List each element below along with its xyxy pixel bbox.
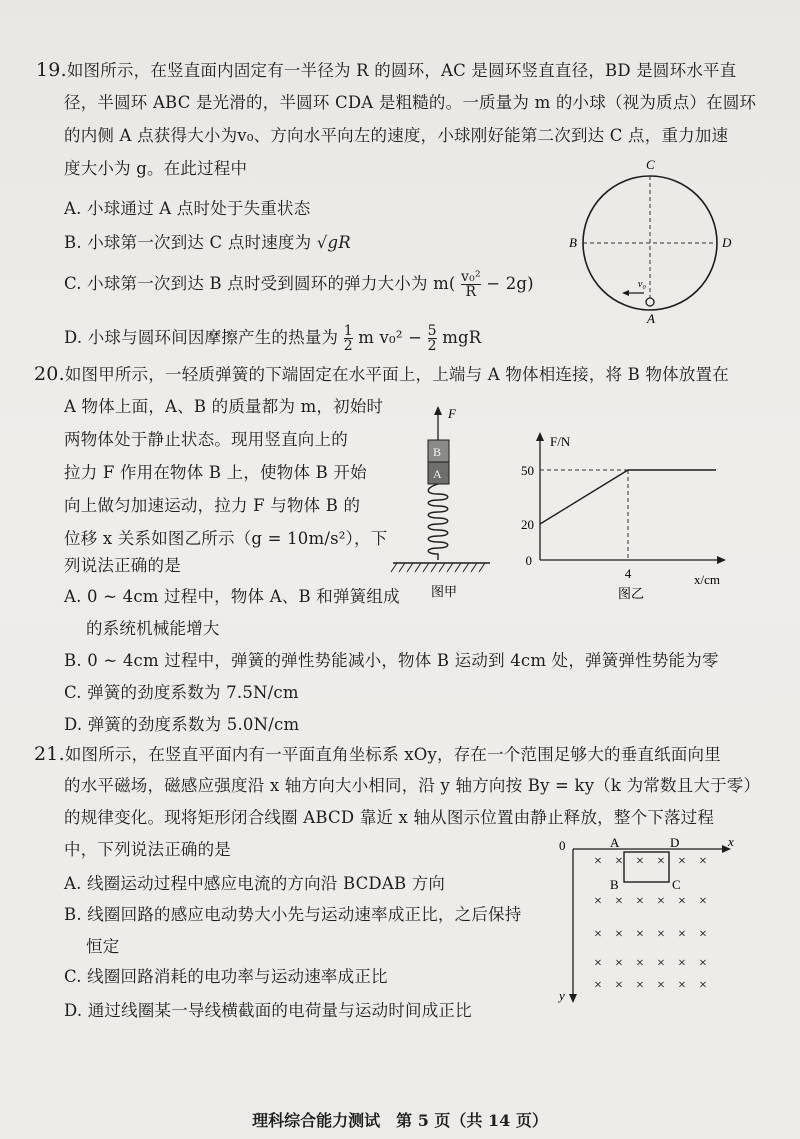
- label-a: A: [647, 311, 655, 325]
- field-cross: ×: [678, 956, 686, 971]
- label-coil-c: C: [672, 877, 681, 892]
- q20-line5: 向上做匀加速运动，拉力 F 与物体 B 的: [64, 496, 361, 515]
- field-cross: ×: [594, 978, 602, 993]
- field-cross: ×: [636, 956, 644, 971]
- y-tick-50: 50: [521, 463, 534, 478]
- q19-option-c-frac-num: v₀²: [461, 269, 481, 285]
- y-label: y: [559, 988, 565, 1003]
- q20-option-a-line1: A. 0 ~ 4cm 过程中，物体 A、B 和弹簧组成: [64, 587, 400, 606]
- q20-line1-text: 如图甲所示，一轻质弹簧的下端固定在水平面上，上端与 A 物体相连接，将 B 物体放置在: [64, 365, 729, 384]
- label-d: D: [722, 235, 732, 250]
- field-cross: ×: [636, 854, 644, 869]
- q20-line2: A 物体上面，A、B 的质量都为 m，初始时: [64, 397, 384, 416]
- label-coil-a: A: [610, 835, 620, 850]
- field-cross: ×: [657, 894, 665, 909]
- caption-yi: 图乙: [618, 586, 645, 600]
- field-cross: ×: [678, 894, 686, 909]
- q21-option-a: A. 线圈运动过程中感应电流的方向沿 BCDAB 方向: [64, 874, 446, 893]
- q19-option-c: [64, 270, 534, 299]
- q19-option-d-post: mgR: [442, 328, 482, 347]
- field-cross: ×: [657, 956, 665, 971]
- q19-option-c-post: − 2g): [486, 274, 534, 293]
- q19-option-c-frac-den: R: [461, 284, 481, 299]
- q19-option-d-frac2-den: 2: [427, 338, 437, 354]
- field-cross: ×: [615, 978, 623, 993]
- q19-option-c-fraction: [461, 270, 481, 299]
- label-b: B: [569, 235, 577, 250]
- label-coil-b: B: [610, 877, 619, 892]
- q20-line7: 列说法正确的是: [64, 556, 181, 575]
- magnetic-field-crosses: [594, 854, 707, 993]
- q19-line1-text: 如图所示，在竖直面内固定有一半径为 R 的圆环，AC 是圆环竖直直径，BD 是圆环水平直: [66, 61, 737, 80]
- q21-option-b-line2: 恒定: [86, 937, 120, 956]
- field-cross: ×: [615, 894, 623, 909]
- field-cross: ×: [594, 854, 602, 869]
- field-cross: ×: [699, 927, 707, 942]
- label-v0: v₀: [638, 279, 646, 290]
- field-cross: ×: [615, 854, 623, 869]
- ground-hatching: [391, 563, 485, 572]
- q20-line3: 两物体处于静止状态。现用竖直向上的: [64, 430, 348, 449]
- label-block-b: B: [433, 445, 442, 459]
- q21-line2: 的水平磁场，磁感应强度沿 x 轴方向大小相同，沿 y 轴方向按 By = ky（k 为常数且大于零）: [64, 776, 761, 795]
- field-cross: ×: [678, 854, 686, 869]
- q21-option-d: D. 通过线圈某一导线横截面的电荷量与运动时间成正比: [64, 1001, 472, 1020]
- label-coil-d: D: [670, 835, 680, 850]
- field-cross: ×: [657, 854, 665, 869]
- q19-option-d-frac2-num: 5: [427, 323, 437, 339]
- q19-circle-figure: [560, 160, 750, 325]
- q19-line2: 径，半圆环 ABC 是光滑的，半圆环 CDA 是粗糙的。一质量为 m 的小球（视为质点）在圆环: [64, 93, 757, 112]
- y-axis-arrowhead: [536, 432, 544, 441]
- field-cross: ×: [699, 854, 707, 869]
- field-cross: ×: [657, 927, 665, 942]
- field-cross: ×: [699, 894, 707, 909]
- page-footer: 理科综合能力测试 第 5 页（共 14 页）: [252, 1111, 548, 1130]
- x-label: x: [728, 834, 734, 849]
- field-cross: ×: [615, 956, 623, 971]
- velocity-arrowhead: [622, 290, 629, 296]
- q21-line4: 中，下列说法正确的是: [64, 840, 231, 859]
- graph-ylabel: F/N: [550, 434, 571, 449]
- field-cross: ×: [636, 927, 644, 942]
- q19-option-c-text: C. 小球第一次到达 B 点时受到圆环的弹力大小为 m(: [64, 274, 456, 293]
- field-cross: ×: [678, 927, 686, 942]
- field-cross: ×: [594, 956, 602, 971]
- x-tick-4: 4: [624, 566, 632, 581]
- q20-option-b: B. 0 ~ 4cm 过程中，弹簧的弹性势能减小，物体 B 运动到 4cm 处，弹簧弹性势能为零: [64, 651, 719, 670]
- q19-option-b: [64, 233, 351, 253]
- q19-line1: [36, 60, 736, 81]
- field-cross: ×: [636, 894, 644, 909]
- label-block-a: A: [433, 467, 442, 481]
- q21-line3: 的规律变化。现将矩形闭合线圈 ABCD 靠近 x 轴从图示位置由静止释放，整个下落过程: [64, 808, 715, 827]
- q19-option-b-math: √gR: [316, 233, 351, 252]
- q19-option-d-frac1: [344, 324, 353, 353]
- q19-option-d-frac1-num: 1: [343, 323, 353, 339]
- q19-option-a: A. 小球通过 A 点时处于失重状态: [64, 199, 311, 218]
- q19-line3: 的内侧 A 点获得大小为v₀、方向水平向左的速度，小球刚好能第二次到达 C 点，重力加速: [64, 126, 729, 145]
- q20-option-a-line2: 的系统机械能增大: [86, 619, 220, 638]
- origin-label: 0: [525, 553, 532, 568]
- y-tick-20: 20: [521, 517, 534, 532]
- q19-option-d-text: D. 小球与圆环间因摩擦产生的热量为: [64, 328, 339, 347]
- field-cross: ×: [636, 978, 644, 993]
- field-cross: ×: [594, 927, 602, 942]
- q21-option-b-line1: B. 线圈回路的感应电动势大小先与运动速率成正比，之后保持: [64, 905, 522, 924]
- q20-spring-figure: [385, 400, 505, 600]
- q19-number: 19.: [36, 59, 67, 81]
- q20-line4: 拉力 F 作用在物体 B 上，使物体 B 开始: [64, 463, 367, 482]
- q21-line1: [34, 744, 721, 765]
- q19-option-b-text: B. 小球第一次到达 C 点时速度为: [64, 233, 312, 252]
- q19-option-d: [64, 324, 481, 353]
- q20-line6: 位移 x 关系如图乙所示（g = 10m/s²），下: [64, 529, 388, 548]
- field-cross: ×: [615, 927, 623, 942]
- q19-option-d-mid: m v₀² −: [358, 328, 423, 347]
- graph-xlabel: x/cm: [694, 572, 720, 587]
- field-cross: ×: [594, 894, 602, 909]
- q20-option-d: D. 弹簧的劲度系数为 5.0N/cm: [64, 715, 300, 734]
- q21-field-figure: [555, 834, 750, 1012]
- q21-option-c: C. 线圈回路消耗的电功率与运动速率成正比: [64, 967, 388, 986]
- origin-label: 0: [559, 838, 566, 853]
- q20-number: 20.: [34, 363, 65, 385]
- x-axis-arrowhead: [717, 556, 726, 564]
- y-axis-arrowhead: [569, 994, 577, 1003]
- q21-number: 21.: [34, 743, 65, 765]
- field-cross: ×: [699, 978, 707, 993]
- q20-line1: [34, 364, 729, 385]
- q19-line4: 度大小为 g。在此过程中: [64, 159, 248, 178]
- field-cross: ×: [699, 956, 707, 971]
- small-ball: [646, 298, 654, 306]
- spring-coil: [428, 484, 448, 560]
- q21-line1-text: 如图所示，在竖直平面内有一平面直角坐标系 xOy，存在一个范围足够大的垂直纸面向里: [64, 745, 721, 764]
- label-f: F: [448, 406, 456, 421]
- label-c: C: [646, 160, 655, 172]
- field-cross: ×: [657, 978, 665, 993]
- field-cross: ×: [678, 978, 686, 993]
- q20-graph-figure: [508, 428, 740, 600]
- q20-option-c: C. 弹簧的劲度系数为 7.5N/cm: [64, 683, 299, 702]
- q19-option-d-frac2: [428, 324, 437, 353]
- caption-jia: 图甲: [431, 584, 458, 599]
- force-arrowhead: [434, 406, 442, 415]
- q19-option-d-frac1-den: 2: [343, 338, 353, 354]
